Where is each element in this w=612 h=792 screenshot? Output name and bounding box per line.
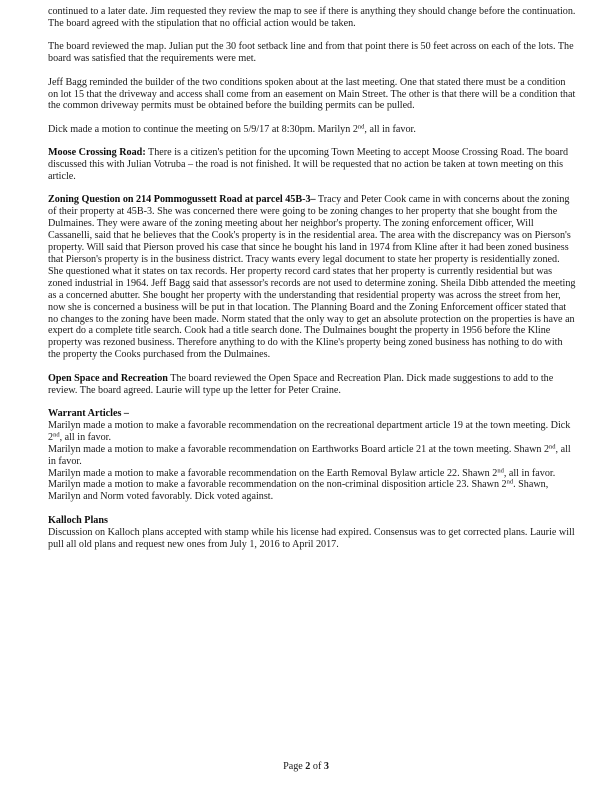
section-heading: Moose Crossing Road: — [48, 147, 146, 159]
paragraph-text: Dick made a motion to continue the meeting on 5/9/17 at 8:30pm. Marilyn 2 — [48, 123, 358, 135]
paragraph-text: , all in favor. — [364, 123, 416, 135]
section-moose-crossing — [48, 147, 576, 183]
section-text: There is a citizen's petition for the upcoming Town Meeting to accept Moose Crossing Road. The board discussed this with Julian Votruba – the road is not finished. It will be requested that no action be taken at town meeting on this article. — [48, 147, 569, 183]
total-pages: 3 — [323, 761, 329, 772]
page-number — [0, 761, 612, 773]
warrant-text: Marilyn made a motion to make a favorable recommendation on Earthworks Board article 21 at the town meeting. Shawn 2 — [48, 443, 550, 455]
warrant-text: Marilyn made a motion to make a favorable recommendation on the Earth Removal Bylaw article 22. Shawn 2 — [48, 467, 498, 479]
section-heading: Zoning Question on 214 Pommogussett Road at parcel 45B-3– — [48, 194, 316, 206]
warrant-text: Marilyn made a motion to make a favorable recommendation on the non-criminal disposition article 23. Shawn 2 — [48, 479, 507, 491]
paragraph-motion-continue — [48, 124, 576, 136]
section-text: Tracy and Peter Cook came in with concerns about the zoning of their property at 45B-3. She was concerned there were going to be zoning changes to her property that she bought from the Dulmaines. They were aware of the zoning meeting about her neighbor's property. The zoning enforcement officer, Will Cassanelli, said that he believes that the Cook's property is in the residential area. The area with the discrepancy was on Pierson's property. Will said that Pierson proved his case that since he bought his land in 1974 from Kline after it had been zoned business that Pierson's property is in the business district. Tracy wants every legal document to state her property is residentially zoned. She questioned what it states on tax records. Her property record card states that her property is currently residential but was zoned industrial in 1964. Jeff Bagg said that assessor's records are not used to determine zoning. Sheila Dibb attended the meeting as a concerned abutter. She bought her property with the understanding that residential property was across the street from her, now she is concerned a business will be put in that location. The Planning Board and the Zoning Enforcement officer stated that no changes to the zoning have been made. Norm stated that the only way to get an absolute protection on the properties is have an expert do a complete title search. Cook had a title search done. The Dulmaines bought the property in 1956 before the Kline property was rezoned business. Therefore anything to do with the Kline's property being zoned business has nothing to do with the property the Cooks purchased from the Dulmaines. — [48, 194, 576, 361]
page-label: Page — [283, 761, 306, 772]
section-heading: Open Space and Recreation — [48, 372, 168, 384]
warrant-text: Marilyn made a motion to make a favorable recommendation on the recreational department article 19 at the town meeting. Dick 2 — [48, 419, 571, 443]
document-page — [48, 6, 576, 786]
paragraph-text: Jeff Bagg reminded the builder of the two conditions spoken about at the last meeting. One that stated there must be a condition on lot 15 that the driveway and access shall come from an easement on Main Street. The other is that there will be a condition that the common driveway permits must be obtained before the building permits can be pulled. — [48, 76, 576, 112]
section-heading: Warrant Articles – — [48, 407, 129, 419]
ordinal-suffix: nd — [357, 123, 365, 131]
section-heading: Kalloch Plans — [48, 514, 108, 526]
warrant-item — [48, 420, 576, 444]
section-zoning-question — [48, 194, 576, 361]
paragraph-text: continued to a later date. Jim requested they review the map to see if there is anything they should change before the continuation. The board agreed with the stipulation that no official action would be taken. — [48, 6, 576, 29]
ordinal-suffix: nd — [506, 478, 514, 486]
section-text: Discussion on Kalloch plans accepted with stamp while his license had expired. Consensus was to get corrected plans. Laurie will pull all old plans and request new ones from July 1, 2016 to April 2017. — [48, 526, 575, 550]
ordinal-suffix: nd — [549, 443, 556, 451]
warrant-text: , all in favor. — [503, 467, 556, 479]
paragraph-map-review — [48, 41, 576, 65]
warrant-item — [48, 444, 576, 468]
section-warrant-articles — [48, 408, 576, 503]
ordinal-suffix: nd — [53, 431, 60, 439]
warrant-text: . Shawn, Marilyn and Norm voted favorably. Dick voted against. — [48, 479, 549, 503]
section-open-space — [48, 373, 576, 397]
current-page: 2 — [305, 761, 311, 772]
ordinal-suffix: nd — [497, 467, 504, 474]
paragraph-continuation — [48, 6, 576, 30]
page-label-of: of — [310, 761, 324, 772]
warrant-item — [48, 479, 576, 503]
warrant-text: , all in favor. — [59, 431, 112, 443]
section-kalloch-plans — [48, 515, 576, 551]
paragraph-text: The board reviewed the map. Julian put the 30 foot setback line and from that point there is 50 feet across on each of the lots. The board was satisfied that the requirements were met. — [48, 41, 574, 65]
paragraph-conditions — [48, 77, 576, 113]
warrant-text: , all in favor. — [48, 443, 571, 467]
section-text: The board reviewed the Open Space and Recreation Plan. Dick made suggestions to add to the review. The board agreed. Laurie will type up the letter for Peter Craine. — [48, 372, 554, 396]
warrant-item — [48, 468, 576, 480]
